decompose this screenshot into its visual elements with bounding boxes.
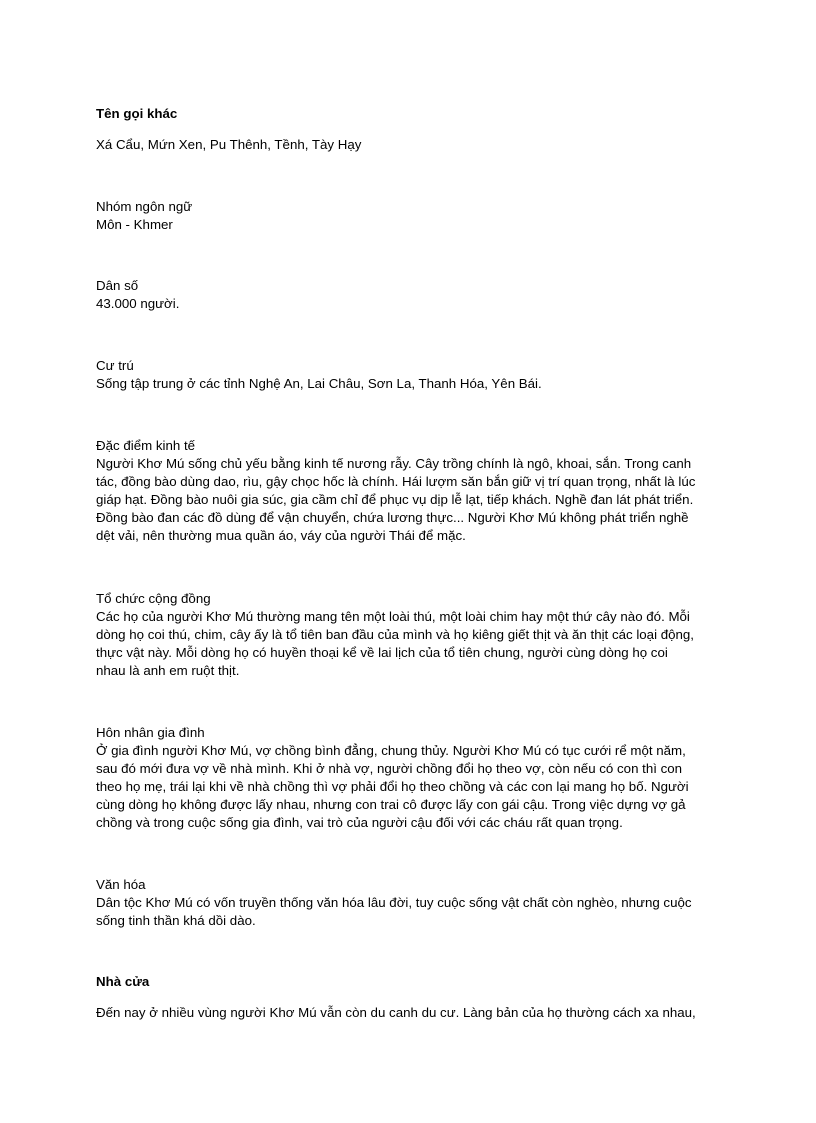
- section-heading-nhom-ngon-ngu: Nhóm ngôn ngữ: [96, 199, 193, 214]
- paragraph-line: sống tinh thần khá dồi dào.: [96, 913, 256, 928]
- section-heading-dac-diem-kinh-te: Đặc điểm kinh tế: [96, 438, 196, 453]
- paragraph-line: giáp hạt. Đồng bào nuôi gia súc, gia cầm chỉ để phục vụ dịp lễ lạt, tiếp khách. Nghề đan lát phát triển.: [96, 492, 694, 507]
- section-body-nhom-ngon-ngu: Môn - Khmer: [96, 217, 173, 232]
- section-heading-nha-cua: Nhà cửa: [96, 974, 150, 989]
- section-heading-cu-tru: Cư trú: [96, 358, 134, 373]
- paragraph-line: sau đó mới đưa vợ về nhà mình. Khi ở nhà vợ, người chồng đổi họ theo vợ, còn nếu có con thì con: [96, 761, 683, 776]
- paragraph-line: nhau là anh em ruột thịt.: [96, 663, 240, 678]
- paragraph-line: tác, đồng bào dùng dao, rìu, gậy chọc hốc là chính. Hái lượm săn bắn giữ vị trí quan trọng, nhất là lúc: [96, 474, 696, 489]
- paragraph-line: chồng và trong cuộc sống gia đình, vai trò của người cậu đối với các cháu rất quan trọng.: [96, 815, 623, 830]
- section-body-nha-cua: Đến nay ở nhiều vùng người Khơ Mú vẫn còn du canh du cư. Làng bản của họ thường cách xa nhau,: [96, 1005, 696, 1020]
- section-body-cu-tru: Sống tập trung ở các tỉnh Nghệ An, Lai Châu, Sơn La, Thanh Hóa, Yên Bái.: [96, 376, 542, 391]
- paragraph-line: Ở gia đình người Khơ Mú, vợ chồng bình đẳng, chung thủy. Người Khơ Mú có tục cưới rể một năm,: [96, 743, 686, 758]
- section-body-ten-goi-khac: Xá Cẩu, Mứn Xen, Pu Thênh, Tềnh, Tày Hạy: [96, 137, 362, 152]
- section-heading-dan-so: Dân số: [96, 278, 139, 293]
- section-heading-van-hoa: Văn hóa: [96, 877, 146, 892]
- section-heading-ten-goi-khac: Tên gọi khác: [96, 106, 178, 121]
- paragraph-line: cùng dòng họ không được lấy nhau, nhưng con trai cô được lấy con gái cậu. Trong việc dựng vợ gả: [96, 797, 686, 812]
- paragraph-line: Người Khơ Mú sống chủ yếu bằng kinh tế nương rẫy. Cây trồng chính là ngô, khoai, sắn. Trong canh: [96, 456, 692, 471]
- paragraph-line: thực vật này. Mỗi dòng họ có huyền thoại kể về lai lịch của tổ tiên chung, người cùng dòng họ coi: [96, 645, 668, 660]
- paragraph-line: Các họ của người Khơ Mú thường mang tên một loài thú, một loài chim hay một thứ cây nào đó. Mỗi: [96, 609, 690, 624]
- paragraph-line: dòng họ coi thú, chim, cây ấy là tổ tiên ban đầu của mình và họ kiêng giết thịt và ăn thịt các loại động,: [96, 627, 694, 642]
- section-heading-to-chuc-cong-dong: Tổ chức cộng đồng: [96, 591, 211, 606]
- paragraph-line: Đồng bào đan các đồ dùng để vận chuyển, chứa lương thực... Người Khơ Mú không phát triển nghề: [96, 510, 689, 525]
- paragraph-line: Dân tộc Khơ Mú có vốn truyền thống văn hóa lâu đời, tuy cuộc sống vật chất còn nghèo, nhưng cuộc: [96, 895, 692, 910]
- paragraph-line: theo họ mẹ, trái lại khi về nhà chồng thì vợ phải đổi họ theo chồng và các con lại mang họ bố. Người: [96, 779, 689, 794]
- section-body-dan-so: 43.000 người.: [96, 296, 180, 311]
- section-heading-hon-nhan-gia-dinh: Hôn nhân gia đình: [96, 725, 205, 740]
- paragraph-line: dệt vải, nên thường mua quần áo, váy của người Thái để mặc.: [96, 528, 466, 543]
